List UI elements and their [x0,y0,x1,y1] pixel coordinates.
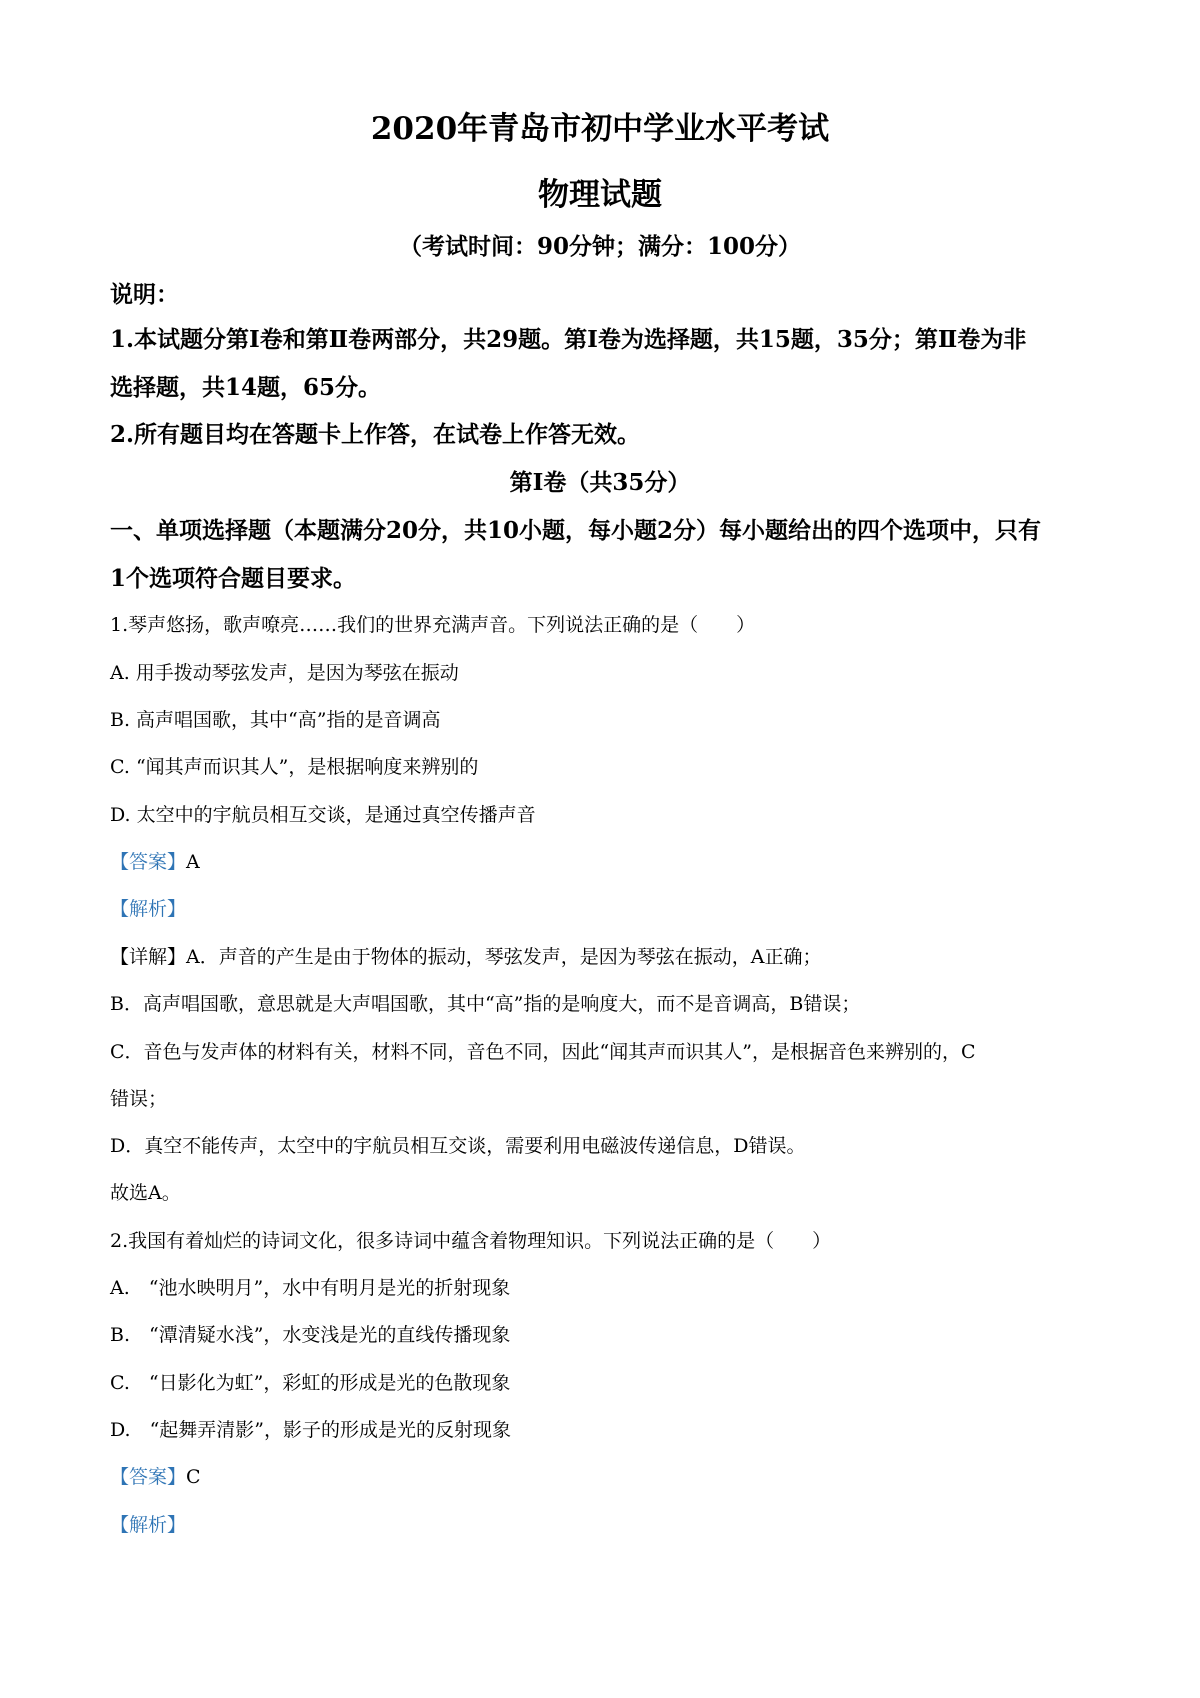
question-2-option-d: D. “起舞弄清影”，影子的形成是光的反射现象 [110,1419,512,1441]
notes-line-1a: 1.本试题分第Ⅰ卷和第Ⅱ卷两部分，共29题。第Ⅰ卷为选择题，共15题，35分；第Ⅱ卷为非 [110,326,1027,353]
question-1-option-c: C. “闻其声而识其人”，是根据响度来辨别的 [110,756,479,778]
answer-value: A [186,851,200,873]
question-1-detail-line: 故选A。 [110,1182,181,1204]
question-2-answer [110,1462,201,1489]
question-1-detail-line: 错误； [110,1088,168,1110]
question-1-option-a: A. 用手拨动琴弦发声，是因为琴弦在振动 [110,662,459,684]
question-2-analysis-tag: 【解析】 [110,1514,187,1536]
notes-heading: 说明： [110,281,179,308]
question-1-detail-line: C．音色与发声体的材料有关，材料不同，音色不同，因此“闻其声而识其人”，是根据音色来辨别的，C [110,1041,976,1063]
question-1-detail-line: B．高声唱国歌，意思就是大声唱国歌，其中“高”指的是响度大，而不是音调高，B错误； [110,993,861,1015]
question-1-detail-line: 【详解】A．声音的产生是由于物体的振动，琴弦发声，是因为琴弦在振动，A正确； [110,946,822,968]
exam-time-info: （考试时间：90分钟；满分：100分） [398,233,802,260]
answer-value: C [186,1466,201,1488]
question-1-answer [110,847,200,874]
question-2-option-c: C. “日影化为虹”，彩虹的形成是光的色散现象 [110,1372,511,1394]
answer-tag: 【答案】 [110,851,187,873]
section-instructions-b: 1个选项符合题目要求。 [110,565,357,592]
section-title: 第Ⅰ卷（共35分） [509,469,691,496]
question-2-option-a: A. “池水映明月”，水中有明月是光的折射现象 [110,1277,511,1299]
question-1-option-b: B. 高声唱国歌，其中“高”指的是音调高 [110,709,441,731]
section-instructions-a: 一、单项选择题（本题满分20分，共10小题，每小题2分）每小题给出的四个选项中，只有 [110,517,1042,544]
question-2-option-b: B. “潭清疑水浅”，水变浅是光的直线传播现象 [110,1324,511,1346]
question-2-stem: 2.我国有着灿烂的诗词文化，很多诗词中蕴含着物理知识。下列说法正确的是（ ） [110,1230,832,1252]
notes-line-2: 2.所有题目均在答题卡上作答，在试卷上作答无效。 [110,421,641,448]
notes-line-1b: 选择题，共14题，65分。 [110,374,382,401]
question-1-analysis-tag: 【解析】 [110,898,187,920]
question-1-stem: 1.琴声悠扬，歌声嘹亮……我们的世界充满声音。下列说法正确的是（ ） [110,614,756,636]
question-1-detail-line: D．真空不能传声，太空中的宇航员相互交谈，需要利用电磁波传递信息，D错误。 [110,1135,806,1157]
exam-title: 2020年青岛市初中学业水平考试 [370,111,830,147]
question-1-option-d: D. 太空中的宇航员相互交谈，是通过真空传播声音 [110,804,536,826]
answer-tag: 【答案】 [110,1466,187,1488]
exam-subject: 物理试题 [538,177,662,213]
